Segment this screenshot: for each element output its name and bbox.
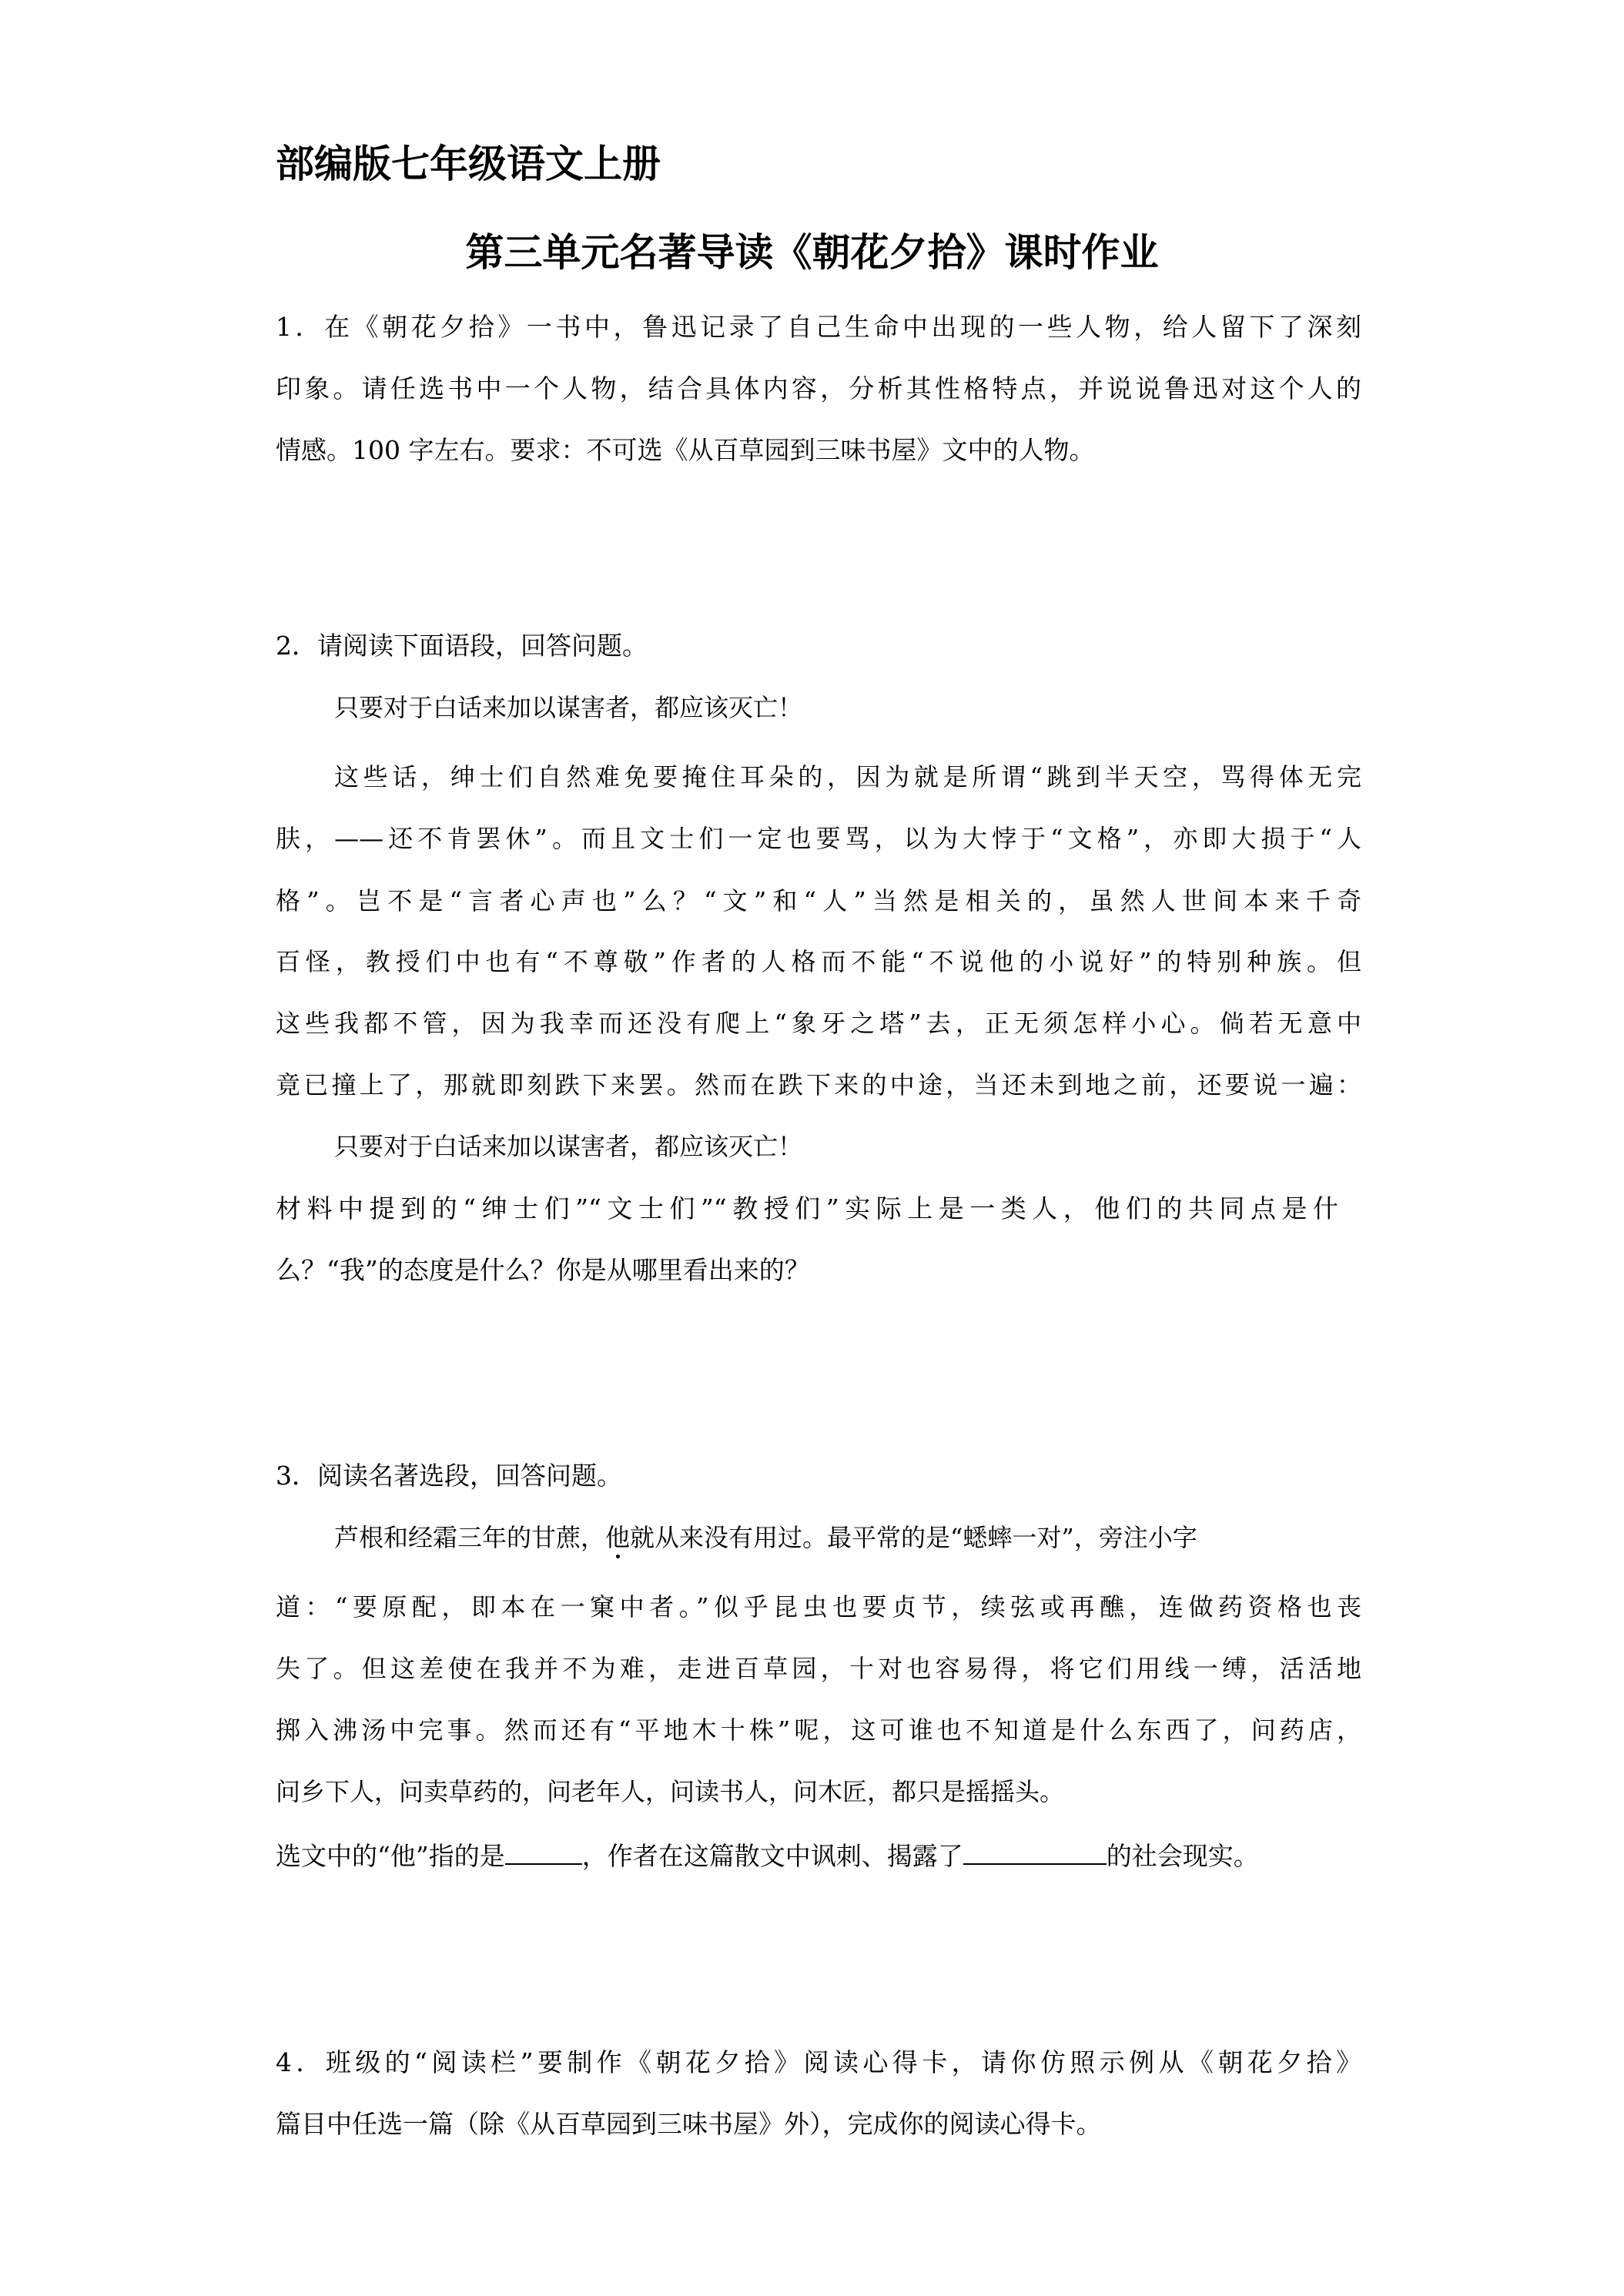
passage-line: 道：“要原配，即本在一窠中者。”似乎昆虫也要贞节，续弦或再醮，连做药资格也丧 xyxy=(276,1592,1361,1622)
question-3-text: 选文中的“他”指的是 xyxy=(276,1841,505,1871)
question-1-line: 情感。100 字左右。要求：不可选《从百草园到三味书屋》文中的人物。 xyxy=(276,435,1095,465)
question-2-line: 材料中提到的“绅士们”“文士们”“教授们”实际上是一类人，他们的共同点是什 xyxy=(276,1193,1338,1223)
question-4-line: 4．班级的“阅读栏”要制作《朝花夕拾》阅读心得卡，请你仿照示例从《朝花夕拾》 xyxy=(276,2047,1361,2077)
question-4-line: 篇目中任选一篇（除《从百草园到三味书屋》外），完成你的阅读心得卡。 xyxy=(276,2109,1102,2139)
assignment-title: 第三单元名著导读《朝花夕拾》课时作业 xyxy=(465,230,1159,275)
answer-blank-1[interactable] xyxy=(505,1837,582,1865)
passage-line: 掷入沸汤中完事。然而还有“平地木十株”呢，这可谁也不知道是什么东西了，问药店， xyxy=(276,1715,1361,1745)
passage-line xyxy=(334,1521,1361,1555)
emphasis-mark: 他 xyxy=(605,1523,631,1552)
passage-line: 格”。岂不是“言者心声也”么？“文”和“人”当然是相关的，虽然人世间本来千奇 xyxy=(276,886,1361,915)
passage-line: 肤，——还不肯罢休”。而且文士们一定也要骂，以为大悖于“文格”，亦即大损于“人 xyxy=(276,824,1361,853)
question-2-prompt: 2．请阅读下面语段，回答问题。 xyxy=(276,631,648,661)
question-3-text: 的社会现实。 xyxy=(1106,1841,1259,1871)
passage-line: 失了。但这差使在我并不为难，走进百草园，十对也容易得，将它们用线一缚，活活地 xyxy=(276,1654,1361,1683)
question-3-fill xyxy=(276,1837,1259,1873)
passage-line: 这些我都不管，因为我幸而还没有爬上“象牙之塔”去，正无须怎样小心。倘若无意中 xyxy=(276,1009,1361,1038)
passage-text: 就从来没有用过。最平常的是“蟋蟀一对”，旁注小字 xyxy=(630,1523,1197,1552)
question-1-line: 印象。请任选书中一个人物，结合具体内容，分析其性格特点，并说说鲁迅对这个人的 xyxy=(276,373,1361,403)
passage-line: 竟已撞上了，那就即刻跌下来罢。然而在跌下来的中途，当还未到地之前，还要说一遍： xyxy=(276,1070,1361,1099)
answer-blank-2[interactable] xyxy=(963,1837,1107,1865)
passage-line: 只要对于白话来加以谋害者，都应该灭亡！ xyxy=(334,1132,803,1161)
textbook-title: 部编版七年级语文上册 xyxy=(276,142,661,186)
passage-line: 只要对于白话来加以谋害者，都应该灭亡！ xyxy=(334,693,803,722)
question-2-line: 么？“我”的态度是什么？你是从哪里看出来的？ xyxy=(276,1255,810,1285)
passage-line: 问乡下人，问卖草药的，问老年人，问读书人，问木匠，都只是摇摇头。 xyxy=(276,1777,1065,1806)
question-3-text: ，作者在这篇散文中讽刺、揭露了 xyxy=(581,1841,963,1871)
passage-text: 芦根和经霜三年的甘蔗， xyxy=(334,1523,606,1552)
question-1-line: 1．在《朝花夕拾》一书中，鲁迅记录了自己生命中出现的一些人物，给人留下了深刻 xyxy=(276,312,1361,342)
question-3-prompt: 3．阅读名著选段，回答问题。 xyxy=(276,1461,622,1491)
passage-line: 这些话，绅士们自然难免要掩住耳朵的，因为就是所谓“跳到半天空，骂得体无完 xyxy=(334,762,1361,792)
passage-line: 百怪，教授们中也有“不尊敬”作者的人格而不能“不说他的小说好”的特别种族。但 xyxy=(276,947,1361,976)
